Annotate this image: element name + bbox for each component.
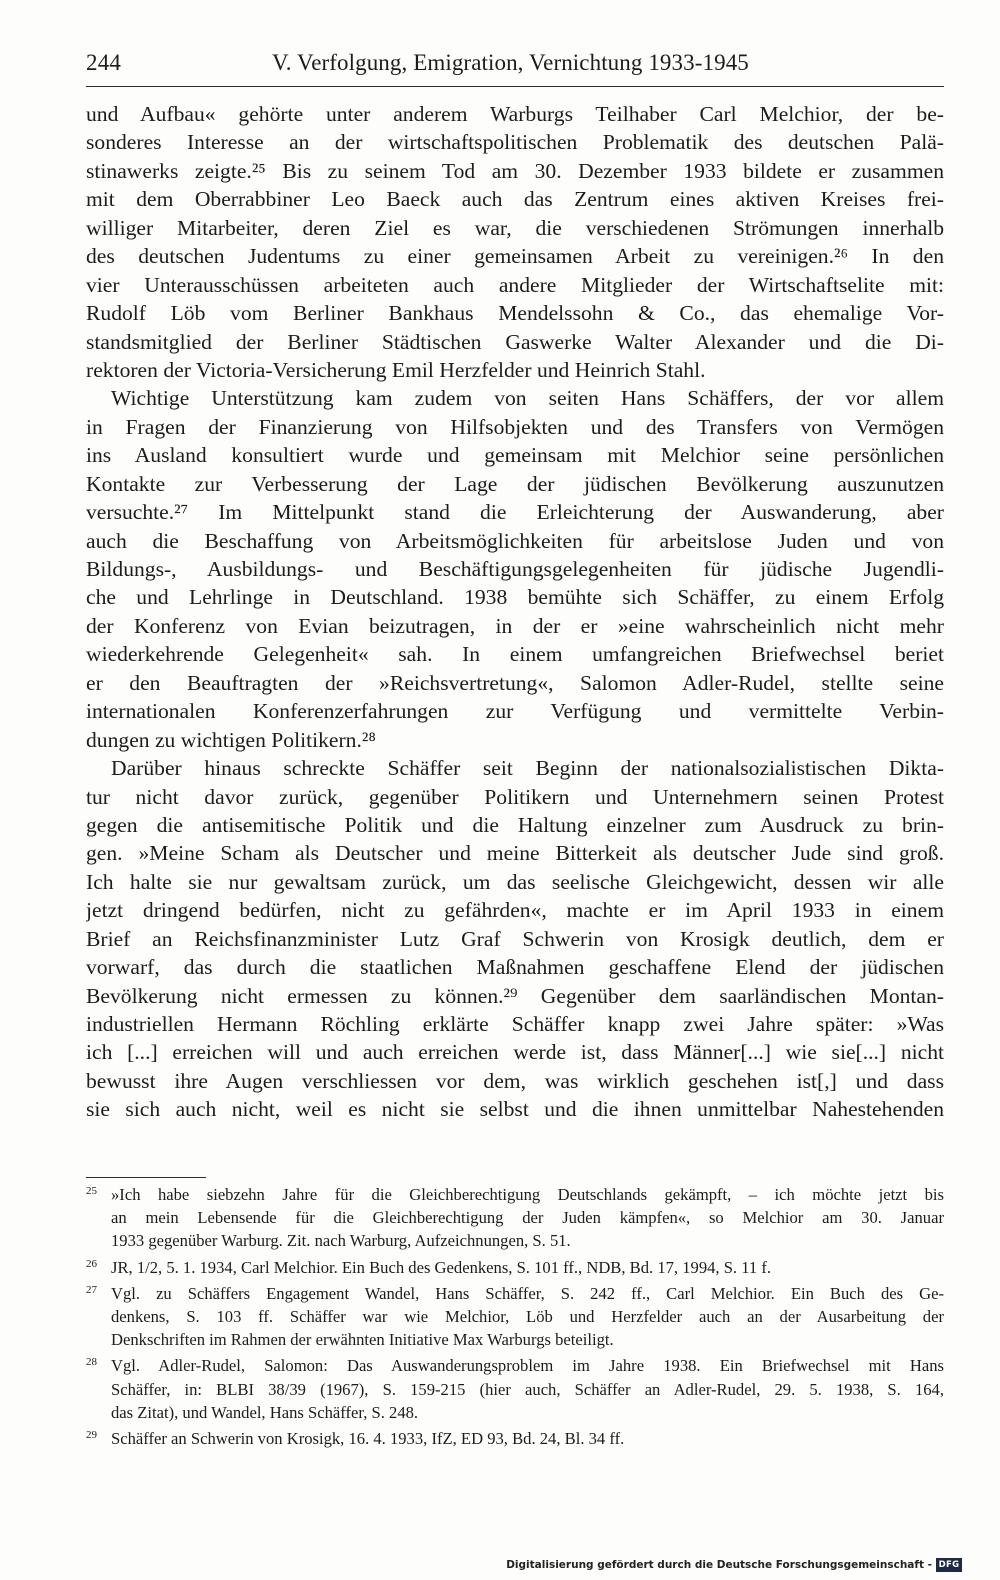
body-line: Brief an Reichsfinanzminister Lutz Graf Schwerin von Krosigk deutlich, dem er xyxy=(86,926,944,951)
footnote xyxy=(86,1256,944,1279)
body-line: vorwarf, das durch die staatlichen Maßnahmen geschaffene Elend der jüdischen xyxy=(86,955,944,980)
body-line: jetzt dringend bedürfen, nicht zu gefährden«, machte er im April 1933 in einem xyxy=(86,898,944,923)
footnote-line: »Ich habe siebzehn Jahre für die Gleichberechtigung Deutschlands gekämpft, – ich möchte jetzt bis xyxy=(111,1185,944,1204)
footnote-line: an mein Lebensende für die Gleichberechtigung der Juden kämpfen«, so Melchior am 30. Januar xyxy=(111,1208,944,1228)
body-line: sonderes Interesse an der wirtschaftspolitischen Problematik des deutschen Palä- xyxy=(86,130,944,155)
body-line: stinawerks zeigte.²⁵ Bis zu seinem Tod am 30. Dezember 1933 bildete er zusammen xyxy=(86,158,944,183)
body-line: auch die Beschaffung von Arbeitsmöglichkeiten für arbeitslose Juden und von xyxy=(86,528,944,553)
footnote-number: 26 xyxy=(86,1257,97,1270)
body-line: che und Lehrlinge in Deutschland. 1938 bemühte sich Schäffer, zu einem Erfolg xyxy=(86,585,944,610)
body-line: internationalen Konferenzerfahrungen zur Verfügung und vermittelte Verbin- xyxy=(86,699,944,724)
footnote-line: Schäffer, in: BLBI 38/39 (1967), S. 159-215 (hier auch, Schäffer an Adler-Rudel, 29. 5. 1938, S. 164, xyxy=(111,1379,944,1399)
body-line: gen. »Meine Scham als Deutscher und meine Bitterkeit als deutscher Jude sind groß. xyxy=(86,841,944,866)
body-line: ich [...] erreichen will und auch erreichen werde ist, dass Männer[...] wie sie[...] nicht xyxy=(86,1040,944,1065)
body-line: mit dem Oberrabbiner Leo Baeck auch das Zentrum eines aktiven Kreises frei- xyxy=(86,187,944,212)
body-line: Rudolf Löb vom Berliner Bankhaus Mendelssohn & Co., das ehemalige Vor- xyxy=(86,301,944,326)
body-line: bewusst ihre Augen verschliessen vor dem, was wirklich geschehen ist[,] und dass xyxy=(86,1068,944,1093)
body-line: sie sich auch nicht, weil es nicht sie selbst und die ihnen unmittelbar Nahestehenden xyxy=(86,1097,944,1122)
body-line: wiederkehrende Gelegenheit« sah. In einem umfangreichen Briefwechsel beriet xyxy=(86,642,944,667)
footnote-line: Vgl. Adler-Rudel, Salomon: Das Auswanderungsproblem im Jahre 1938. Ein Briefwechsel mit Hans xyxy=(111,1356,944,1376)
body-line: industriellen Hermann Röchling erklärte Schäffer knapp zwei Jahre später: »Was xyxy=(86,1012,944,1036)
body-line: Bildungs-, Ausbildungs- und Beschäftigungsgelegenheiten für jüdische Jugendli- xyxy=(86,557,944,581)
footnote-number: 27 xyxy=(86,1283,97,1296)
footnote-number: 28 xyxy=(86,1356,97,1369)
dfg-logo: DFG xyxy=(936,1558,962,1572)
footnote-line: Vgl. zu Schäffers Engagement Wandel, Hans Schäffer, S. 242 ff., Carl Melchior. Ein Buch des Ge- xyxy=(111,1283,944,1303)
footnote-number: 25 xyxy=(86,1185,97,1197)
page-header xyxy=(86,50,946,84)
body-line: dungen zu wichtigen Politikern.²⁸ xyxy=(86,727,376,752)
body-line: rektoren der Victoria-Versicherung Emil Herzfelder und Heinrich Stahl. xyxy=(86,357,706,382)
footnotes xyxy=(86,1183,944,1450)
footnote-line: 1933 gegenüber Warburg. Zit. nach Warburg, Aufzeichnungen, S. 51. xyxy=(111,1231,571,1251)
running-head: V. Verfolgung, Emigration, Vernichtung 1933-1945 xyxy=(272,50,749,75)
footnote xyxy=(86,1183,944,1253)
body-line: er den Beauftragten der »Reichsvertretung«, Salomon Adler-Rudel, stellte seine xyxy=(86,670,944,695)
body-line: der Konferenz von Evian beizutragen, in der er »eine wahrscheinlich nicht mehr xyxy=(86,613,944,638)
footnote-line: Denkschriften im Rahmen der erwähnten Initiative Max Warburgs beteiligt. xyxy=(111,1330,614,1350)
footnote-line: denkens, S. 103 ff. Schäffer war wie Melchior, Löb und Herzfelder auch an der Ausarbeitung der xyxy=(111,1306,944,1326)
footnote xyxy=(86,1354,944,1424)
body-line: gegen die antisemitische Politik und die Haltung einzelner zum Ausdruck zu brin- xyxy=(86,812,944,837)
body-line: Kontakte zur Verbesserung der Lage der jüdischen Bevölkerung auszunutzen xyxy=(86,471,944,496)
footnote-rule xyxy=(86,1177,206,1178)
body-line: Wichtige Unterstützung kam zudem von seiten Hans Schäffers, der vor allem xyxy=(111,386,944,411)
body-line: des deutschen Judentums zu einer gemeinsamen Arbeit zu vereinigen.²⁶ In den xyxy=(86,244,944,269)
body-line: versuchte.²⁷ Im Mittelpunkt stand die Erleichterung der Auswanderung, aber xyxy=(86,500,944,525)
page-number: 244 xyxy=(86,50,122,75)
header-rule xyxy=(86,86,944,87)
body-line: vier Unterausschüssen arbeiteten auch andere Mitglieder der Wirtschaftselite mit: xyxy=(86,272,944,297)
body-line: in Fragen der Finanzierung von Hilfsobjekten und des Transfers von Vermögen xyxy=(86,414,944,439)
body-text xyxy=(86,100,944,1124)
footnote xyxy=(86,1282,944,1352)
credit-text: Digitalisierung gefördert durch die Deutsche Forschungsgemeinschaft - xyxy=(506,1559,932,1571)
footnote xyxy=(86,1427,944,1450)
body-line: ins Ausland konsultiert wurde und gemeinsam mit Melchior seine persönlichen xyxy=(86,443,944,468)
body-line: Darüber hinaus schreckte Schäffer seit Beginn der nationalsozialistischen Dikta- xyxy=(111,756,944,781)
body-line: standsmitglied der Berliner Städtischen Gaswerke Walter Alexander und die Di- xyxy=(86,329,944,354)
footnote-line: JR, 1/2, 5. 1. 1934, Carl Melchior. Ein Buch des Gedenkens, S. 101 ff., NDB, Bd. 17, 1994, S. 11 f. xyxy=(111,1257,772,1277)
footnote-line: Schäffer an Schwerin von Krosigk, 16. 4. 1933, IfZ, ED 93, Bd. 24, Bl. 34 ff. xyxy=(111,1428,625,1448)
body-line: Bevölkerung nicht ermessen zu können.²⁹ Gegenüber dem saarländischen Montan- xyxy=(86,983,944,1008)
body-line: Ich halte sie nur gewaltsam zurück, um das seelische Gleichgewicht, dessen wir alle xyxy=(86,869,944,894)
body-line: williger Mitarbeiter, deren Ziel es war, die verschiedenen Strömungen innerhalb xyxy=(86,215,944,240)
footnote-line: das Zitat), und Wandel, Hans Schäffer, S. 248. xyxy=(111,1402,419,1422)
digitization-credit xyxy=(506,1556,962,1574)
footnote-number: 29 xyxy=(86,1428,97,1441)
body-line: tur nicht davor zurück, gegenüber Politikern und Unternehmern seinen Protest xyxy=(86,784,944,809)
body-line: und Aufbau« gehörte unter anderem Warburgs Teilhaber Carl Melchior, der be- xyxy=(86,102,944,126)
